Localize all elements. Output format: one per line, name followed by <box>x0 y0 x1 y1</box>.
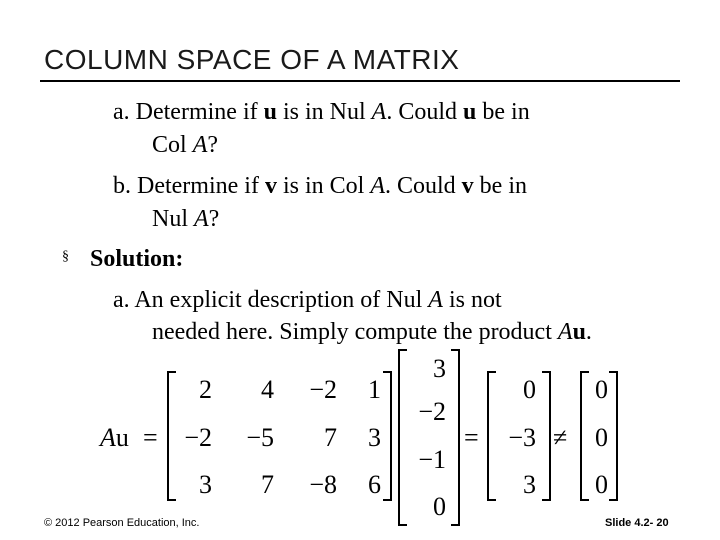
list-marker-b: b. <box>113 173 131 199</box>
svg-text:Au <box>98 423 129 452</box>
equals-sign: = <box>464 423 479 452</box>
text: be in <box>476 99 530 125</box>
slide-title: COLUMN SPACE OF A MATRIX <box>44 44 460 75</box>
text: . Could <box>386 99 464 125</box>
lhs-vector-u: u <box>115 423 129 452</box>
left-bracket <box>399 350 407 525</box>
matrix-A: A <box>370 173 385 199</box>
text: Determine if <box>135 99 264 125</box>
list-marker-a: a. <box>113 287 130 313</box>
matrix-a-entry: −8 <box>309 470 337 499</box>
matrix-a-entry: 1 <box>368 375 381 404</box>
vector-u: u <box>572 319 586 345</box>
matrix-A: A <box>192 132 208 158</box>
matrix-A: A <box>557 319 573 345</box>
vector-u: u <box>263 99 277 125</box>
text: . Could <box>384 173 462 199</box>
zero-vector-entry: 0 <box>595 423 608 452</box>
solution-heading: Solution: <box>90 246 184 272</box>
text: needed here. Simply compute the product <box>152 319 558 345</box>
bullet-icon: § <box>62 249 69 264</box>
vector-u-entry: −1 <box>418 445 446 474</box>
matrix-a-entry: 7 <box>324 423 337 452</box>
product-entry: 0 <box>523 375 536 404</box>
vector-u-entry: −2 <box>418 397 446 426</box>
equals-sign: = <box>143 423 158 452</box>
matrix-a-entry: −2 <box>184 423 212 452</box>
vector-u-entry: 3 <box>433 354 446 383</box>
text: is in Nul <box>276 99 372 125</box>
matrix-A: A <box>428 287 443 313</box>
text: An explicit description of Nul <box>134 287 429 313</box>
list-marker-a: a. <box>113 99 130 125</box>
matrix-a-entry: 6 <box>368 470 381 499</box>
copyright-notice: © 2012 Pearson Education, Inc. <box>44 517 200 529</box>
text: ? <box>208 206 220 232</box>
text: Col <box>152 132 193 158</box>
matrix-A: A <box>194 206 209 232</box>
product-entry: 3 <box>523 470 536 499</box>
text: Determine if <box>137 173 265 199</box>
zero-vector-entry: 0 <box>595 470 608 499</box>
right-bracket <box>609 372 617 500</box>
text: is not <box>442 287 502 313</box>
matrix-a-entry: 7 <box>261 470 274 499</box>
matrix-a-entry: 4 <box>261 375 274 404</box>
right-bracket <box>383 372 391 500</box>
right-bracket <box>542 372 550 500</box>
vector-u: u <box>463 99 477 125</box>
matrix-a-entry: −5 <box>246 423 274 452</box>
slide-number: Slide 4.2- 20 <box>605 517 669 529</box>
text: Nul <box>152 206 194 232</box>
right-bracket <box>451 350 459 525</box>
vector-u-entry: 0 <box>433 492 446 521</box>
vector-v: v <box>264 173 277 199</box>
text: is in Col <box>276 173 371 199</box>
lhs-matrix-A: A <box>100 423 116 452</box>
zero-vector-entry: 0 <box>595 375 608 404</box>
vector-v: v <box>461 173 474 199</box>
matrix-A: A <box>371 99 387 125</box>
matrix-a-entry: −2 <box>309 375 337 404</box>
text: be in <box>473 173 527 199</box>
not-equal-sign: ≠ <box>553 423 568 452</box>
left-bracket <box>488 372 496 500</box>
left-bracket <box>168 372 176 500</box>
product-entry: −3 <box>508 423 536 452</box>
matrix-a-entry: 3 <box>199 470 212 499</box>
text: ? <box>207 132 219 158</box>
matrix-a-entry: 2 <box>199 375 212 404</box>
matrix-a-entry: 3 <box>368 423 381 452</box>
left-bracket <box>581 372 589 500</box>
text: . <box>585 319 592 345</box>
